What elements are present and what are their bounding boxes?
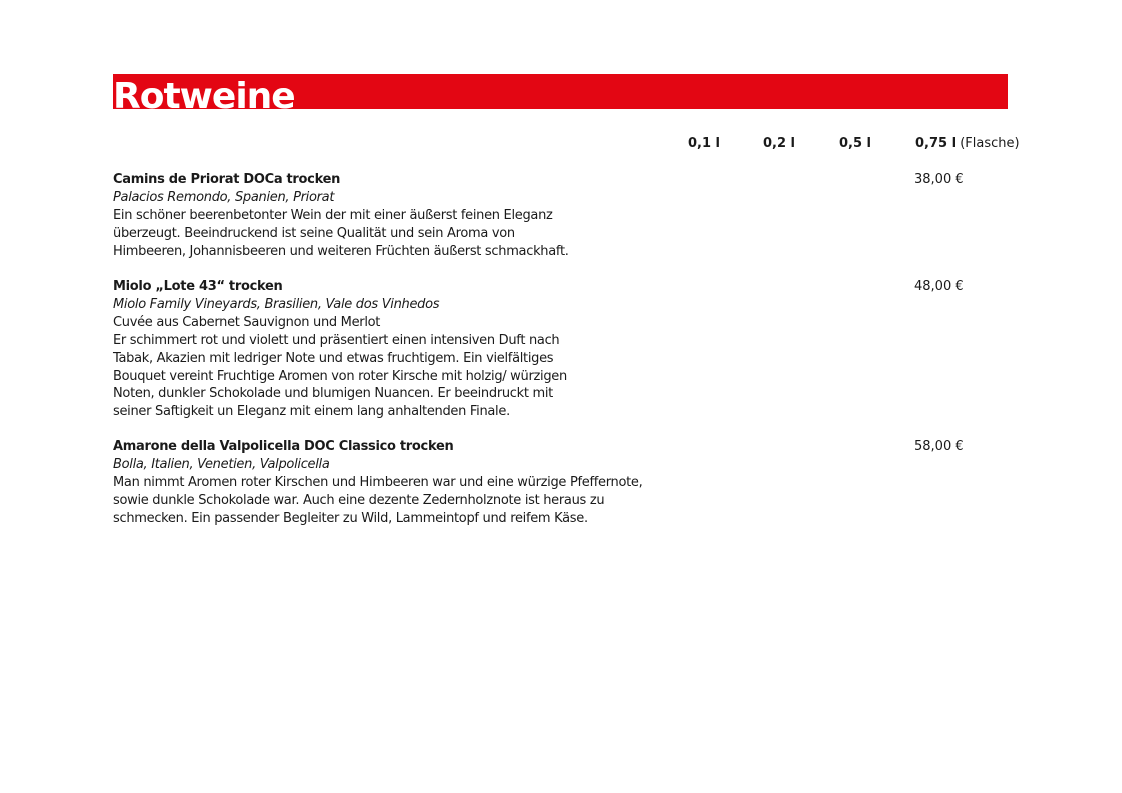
column-header-bottle-label: (Flasche)	[956, 136, 1020, 151]
wine-price: 38,00 €	[914, 172, 964, 187]
section-title-bar	[113, 74, 1008, 109]
section-title: Rotweine	[113, 76, 295, 109]
wine-description-line: Tabak, Akazien mit ledriger Note und etwas fruchtigem. Ein vielfältiges	[113, 350, 554, 366]
wine-description-line: Man nimmt Aromen roter Kirschen und Himbeeren war und eine würzige Pfeffernote,	[113, 474, 643, 490]
wine-producer: Bolla, Italien, Venetien, Valpolicella	[113, 456, 330, 472]
wine-description-line: seiner Saftigkeit un Eleganz mit einem lang anhaltenden Finale.	[113, 404, 510, 420]
column-header-0-5l: 0,5 l	[839, 136, 872, 151]
wine-description-line: Bouquet vereint Fruchtige Aromen von roter Kirsche mit holzig/ würzigen	[113, 368, 567, 384]
wine-name: Camins de Priorat DOCa trocken	[113, 172, 341, 187]
wine-entry	[113, 438, 673, 528]
wine-name: Miolo „Lote 43“ trocken	[113, 279, 283, 294]
wine-entry	[113, 278, 673, 421]
column-header-0-1l: 0,1 l	[688, 136, 721, 151]
wine-producer: Miolo Family Vineyards, Brasilien, Vale dos Vinhedos	[113, 296, 440, 312]
wine-description-line: schmecken. Ein passender Begleiter zu Wild, Lammeintopf und reifem Käse.	[113, 510, 588, 526]
wine-entry	[113, 171, 673, 261]
wine-description-line: Ein schöner beerenbetonter Wein der mit einer äußerst feinen Eleganz	[113, 207, 553, 223]
column-header-0-75l: 0,75 l (Flasche)	[915, 136, 1020, 151]
wine-description-line: sowie dunkle Schokolade war. Auch eine dezente Zedernholznote ist heraus zu	[113, 492, 605, 508]
wine-name: Amarone della Valpolicella DOC Classico trocken	[113, 439, 454, 454]
wine-description-line: Er schimmert rot und violett und präsentiert einen intensiven Duft nach	[113, 332, 560, 348]
column-header-0-2l: 0,2 l	[763, 136, 796, 151]
wine-price: 48,00 €	[914, 279, 964, 294]
wine-description-line: Noten, dunkler Schokolade und blumigen Nuancen. Er beeindruckt mit	[113, 386, 553, 402]
wine-description-line: Cuvée aus Cabernet Sauvignon und Merlot	[113, 314, 381, 330]
wine-description-line: überzeugt. Beeindruckend ist seine Qualität und sein Aroma von	[113, 225, 515, 241]
wine-price: 58,00 €	[914, 439, 964, 454]
wine-producer: Palacios Remondo, Spanien, Priorat	[113, 189, 335, 205]
wine-description-line: Himbeeren, Johannisbeeren und weiteren Früchten äußerst schmackhaft.	[113, 243, 569, 259]
